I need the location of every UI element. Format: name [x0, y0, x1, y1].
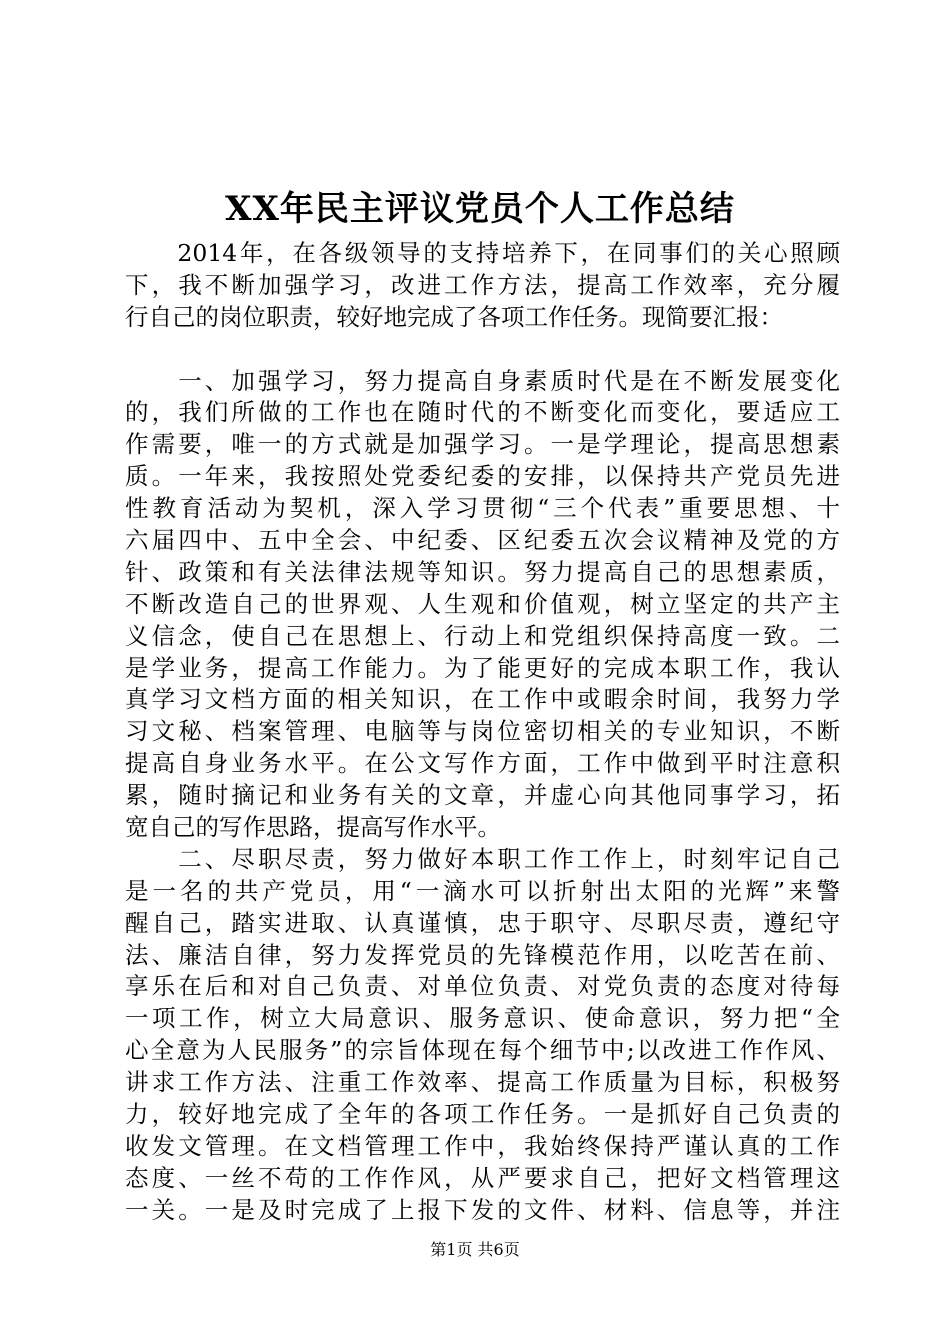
page-indicator: 第1页 共6页	[430, 1240, 520, 1259]
document-body	[125, 238, 840, 1227]
body-text-line: 宽自己的写作思路，提高写作水平。	[125, 813, 501, 842]
body-text-line: 力，较好地完成了全年的各项工作任务。一是抓好自己负责的	[125, 1100, 840, 1129]
body-text-line: 心全意为人民服务”的宗旨体现在每个细节中;以改进工作作风、	[125, 1036, 840, 1065]
body-text-line: 针、政策和有关法律法规等知识。努力提高自己的思想素质，	[125, 557, 840, 586]
body-text-line: 质。一年来，我按照处党委纪委的安排，以保持共产党员先进	[125, 462, 840, 491]
body-text-line: 一、加强学习，努力提高自身素质时代是在不断发展变化	[125, 366, 840, 395]
body-text-line: 二、尽职尽责，努力做好本职工作工作上，时刻牢记自己	[125, 844, 840, 873]
body-text-line: 的，我们所做的工作也在随时代的不断变化而变化，要适应工	[125, 398, 840, 427]
body-text-line: 法、廉洁自律，努力发挥党员的先锋模范作用，以吃苦在前、	[125, 940, 840, 969]
body-text-line: 累，随时摘记和业务有关的文章，并虚心向其他同事学习，拓	[125, 781, 840, 810]
body-text-line: 不断改造自己的世界观、人生观和价值观，树立坚定的共产主	[125, 589, 840, 618]
document-title: XX年民主评议党员个人工作总结	[225, 189, 735, 229]
body-text-line: 提高自身业务水平。在公文写作方面，工作中做到平时注意积	[125, 749, 840, 778]
body-text-line: 讲求工作方法、注重工作效率、提高工作质量为目标，积极努	[125, 1068, 840, 1097]
body-text-line: 六届四中、五中全会、中纪委、区纪委五次会议精神及党的方	[125, 526, 840, 555]
body-text-line: 收发文管理。在文档管理工作中，我始终保持严谨认真的工作	[125, 1131, 840, 1160]
body-text-line: 享乐在后和对自己负责、对单位负责、对党负责的态度对待每	[125, 972, 840, 1001]
body-text-line: 醒自己，踏实进取、认真谨慎，忠于职守、尽职尽责，遵纪守	[125, 908, 840, 937]
body-text-line: 义信念，使自己在思想上、行动上和党组织保持高度一致。二	[125, 621, 840, 650]
body-text-line: 行自己的岗位职责，较好地完成了各项工作任务。现简要汇报：	[125, 302, 783, 331]
body-text-line: 作需要，唯一的方式就是加强学习。一是学理论，提高思想素	[125, 430, 840, 459]
blank-line	[125, 334, 840, 366]
body-text-line: 是一名的共产党员，用“一滴水可以折射出太阳的光辉”来警	[125, 876, 840, 905]
body-text-line: 是学业务，提高工作能力。为了能更好的完成本职工作，我认	[125, 653, 840, 682]
body-text-line: 性教育活动为契机，深入学习贯彻“三个代表”重要思想、十	[125, 494, 840, 523]
body-text-line: 一关。一是及时完成了上报下发的文件、材料、信息等，并注	[125, 1195, 840, 1224]
body-text-line: 下，我不断加强学习，改进工作方法，提高工作效率，充分履	[125, 270, 840, 299]
body-text-line: 2014年，在各级领导的支持培养下，在同事们的关心照顾	[125, 239, 840, 267]
body-text-line: 真学习文档方面的相关知识，在工作中或暇余时间，我努力学	[125, 685, 840, 714]
body-text-line: 态度、一丝不苟的工作作风，从严要求自己，把好文档管理这	[125, 1163, 840, 1192]
body-text-line: 习文秘、档案管理、电脑等与岗位密切相关的专业知识，不断	[125, 717, 840, 746]
body-text-line: 一项工作，树立大局意识、服务意识、使命意识，努力把“全	[125, 1004, 840, 1033]
